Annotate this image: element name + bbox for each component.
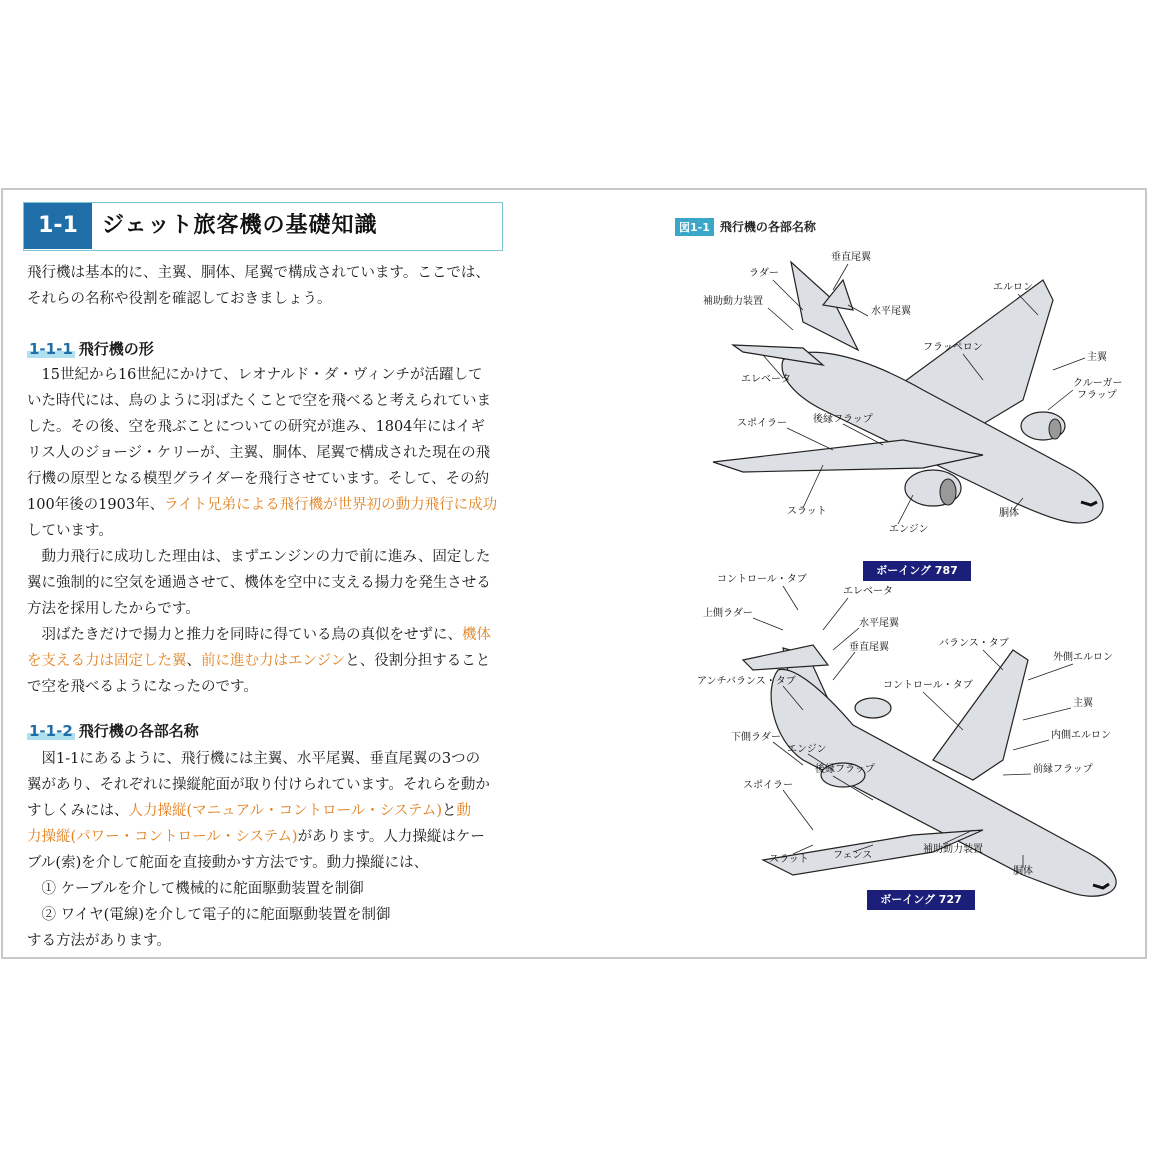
subsection-heading-2 xyxy=(27,720,199,742)
highlight-text: 力操縦(パワー・コントロール・システム) xyxy=(27,829,298,845)
text-line: 翼に強制的に空気を通過させて、機体を空中に支える揚力を発生させる xyxy=(27,575,491,591)
label-elevator: エレベータ xyxy=(741,374,791,385)
figure-label xyxy=(675,218,816,236)
label-apu: 補助動力装置 xyxy=(923,844,983,855)
figure-title: 飛行機の各部名称 xyxy=(719,220,816,234)
text-line: 図1-1にあるように、飛行機には主翼、水平尾翼、垂直尾翼の3つの xyxy=(27,751,481,767)
label-apu: 補助動力装置 xyxy=(703,296,763,307)
label-fuselage: 胴体 xyxy=(999,508,1019,519)
label-slat: スラット xyxy=(769,854,809,865)
subsection-heading-1 xyxy=(27,338,154,360)
label-outaileron: 外側エルロン xyxy=(1053,652,1113,663)
text-line: すしくみには、 xyxy=(27,803,129,819)
text-line: と xyxy=(442,803,457,819)
boeing-787-illustration xyxy=(713,262,1103,523)
highlight-text: ライト兄弟による飛行機が世界初の動力飛行に成功 xyxy=(164,497,498,513)
highlight-text: 機体 xyxy=(462,627,491,643)
text-line: いた時代には、鳥のように羽ばたくことで空を飛べると考えられていま xyxy=(27,393,491,409)
highlight-text: を支える力は固定した翼 xyxy=(27,653,187,669)
airplane-diagram xyxy=(683,240,1133,960)
label-hstab: 水平尾翼 xyxy=(859,618,899,629)
label-aileron: エルロン xyxy=(993,282,1033,293)
label-spoiler: スポイラー xyxy=(737,418,787,429)
text-line: 動力飛行に成功した理由は、まずエンジンの力で前に進み、固定した xyxy=(27,549,491,565)
text-line: リス人のジョージ・ケリーが、主翼、胴体、尾翼で構成された現在の飛 xyxy=(27,445,491,461)
section-number: 1-1 xyxy=(24,203,92,249)
label-antibalance: アンチバランス・タブ xyxy=(697,676,796,687)
book-spread xyxy=(1,188,1147,959)
list-item: ① ケーブルを介して機械的に舵面駆動装置を制御 xyxy=(27,881,364,897)
section-header xyxy=(23,202,503,251)
text-line: があります。人力操縦はケー xyxy=(297,829,485,845)
text-line: 15世紀から16世紀にかけて、レオナルド・ダ・ヴィンチが活躍して xyxy=(27,367,483,383)
label-trailflap: 後縁フラップ xyxy=(815,764,875,775)
text-line: 翼があり、それぞれに操縦舵面が取り付けられています。それらを動か xyxy=(27,777,490,793)
body-paragraph-1 xyxy=(27,362,505,700)
label-mainwing: 主翼 xyxy=(1073,698,1093,709)
label-engine: エンジン xyxy=(787,744,827,755)
b727-labels xyxy=(697,573,1113,877)
label-hstab: 水平尾翼 xyxy=(871,306,911,317)
label-mainwing: 主翼 xyxy=(1087,352,1107,363)
label-rudder: ラダー xyxy=(749,268,779,279)
label-fence: フェンス xyxy=(833,850,873,861)
label-trailflap: 後縁フラップ xyxy=(813,414,873,425)
label-spoiler: スポイラー xyxy=(743,780,793,791)
label-slat: スラット xyxy=(787,506,827,517)
label-upperrudder: 上側ラダー xyxy=(703,608,753,619)
label-fuselage: 胴体 xyxy=(1013,866,1033,877)
label-controltab-top: コントロール・タブ xyxy=(717,574,807,585)
text-line: 行機の原型となる模型グライダーを飛行させています。そして、その約 xyxy=(27,471,490,487)
subsection-number: 1-1-2 xyxy=(29,722,73,740)
label-balancetab: バランス・タブ xyxy=(939,638,1009,649)
text-line: 、 xyxy=(186,653,201,669)
text-line: する方法があります。 xyxy=(27,933,171,949)
intro-paragraph xyxy=(27,260,505,312)
label-controltab: コントロール・タブ xyxy=(883,680,973,691)
figure-tag: 図1-1 xyxy=(675,218,714,236)
text-line: した。その後、空を飛ぶことについての研究が進み、1804年にはイギ xyxy=(27,419,485,435)
section-title: ジェット旅客機の基礎知識 xyxy=(102,213,378,238)
text-line: 100年後の1903年、 xyxy=(27,497,165,513)
label-elevator: エレベータ xyxy=(843,586,893,597)
highlight-text: 人力操縦(マニュアル・コントロール・システム) xyxy=(128,803,442,819)
caption-boeing-727: ボーイング 727 xyxy=(867,890,975,910)
text-line: 方法を採用したからです。 xyxy=(27,601,200,617)
text-line: と、役割分担すること xyxy=(345,653,491,669)
text-line: で空を飛べるようになったのです。 xyxy=(27,679,258,695)
body-paragraph-2 xyxy=(27,746,505,954)
label-krueger-2: フラップ xyxy=(1077,390,1117,401)
label-vstab: 垂直尾翼 xyxy=(831,252,871,263)
label-vstab: 垂直尾翼 xyxy=(849,642,889,653)
label-inaileron: 内側エルロン xyxy=(1051,730,1111,741)
highlight-text: 前に進む力はエンジン xyxy=(201,653,346,669)
label-krueger-1: クルーガー xyxy=(1073,378,1123,389)
subsection-number: 1-1-1 xyxy=(29,340,73,358)
label-engine: エンジン xyxy=(889,524,929,535)
text-line: しています。 xyxy=(27,523,113,539)
highlight-text: 動 xyxy=(456,803,471,819)
intro-line: 飛行機は基本的に、主翼、胴体、尾翼で構成されています。ここでは、 xyxy=(27,265,490,281)
b727-engine-1 xyxy=(855,698,891,718)
subsection-title: 飛行機の各部名称 xyxy=(78,722,199,740)
label-leflap: 前縁フラップ xyxy=(1033,764,1093,775)
list-item: ② ワイヤ(電線)を介して電子的に舵面駆動装置を制御 xyxy=(27,907,391,923)
caption-boeing-787: ボーイング 787 xyxy=(863,561,971,581)
text-line: 羽ばたきだけで揚力と推力を同時に得ている鳥の真似をせずに、 xyxy=(27,627,462,643)
intro-line: それらの名称や役割を確認しておきましょう。 xyxy=(27,291,332,307)
b787-hstab-near xyxy=(733,345,823,365)
subsection-title: 飛行機の形 xyxy=(78,340,154,358)
text-line: ブル(索)を介して舵面を直接動かす方法です。動力操縦には、 xyxy=(27,855,429,871)
label-flaperon: フラッペロン xyxy=(923,342,983,353)
label-lowerrudder: 下側ラダー xyxy=(731,732,781,743)
